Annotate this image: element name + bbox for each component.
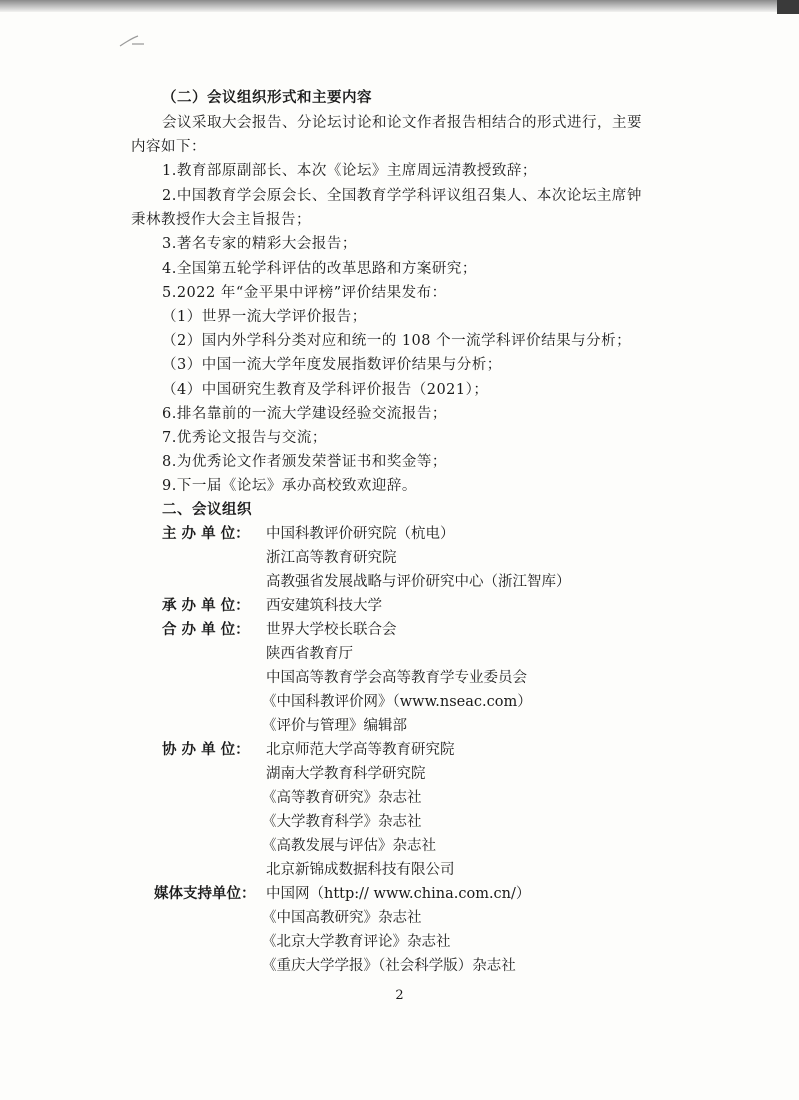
org-value: 《评价与管理》编辑部 <box>262 718 407 734</box>
org-value: 西安建筑科技大学 <box>266 598 382 614</box>
pencil-mark-icon <box>118 32 150 50</box>
list-item: 6.排名靠前的一流大学建设经验交流报告； <box>162 406 447 422</box>
list-item: 5.2022 年“金平果中评榜”评价结果发布： <box>162 285 447 301</box>
list-item: 9.下一届《论坛》承办高校致欢迎辞。 <box>162 478 417 494</box>
intro-text-line1: 会议采取大会报告、分论坛讨论和论文作者报告相结合的形式进行，主要 <box>162 115 642 131</box>
org-value: 《中国高教研究》杂志社 <box>262 910 422 926</box>
org-value: 《高等教育研究》杂志社 <box>262 790 422 806</box>
page-number: 2 <box>395 988 404 1003</box>
list-item: 1.教育部原副部长、本次《论坛》主席周远清教授致辞； <box>162 163 537 179</box>
org-value: 北京新锦成数据科技有限公司 <box>266 862 455 878</box>
list-item: 7.优秀论文报告与交流； <box>162 430 327 446</box>
org-label-organizer: 承 办 单 位： <box>162 598 250 614</box>
list-item: 8.为优秀论文作者颁发荣誉证书和奖金等； <box>162 454 447 470</box>
org-value: 浙江高等教育研究院 <box>266 550 397 566</box>
org-value: 中国高等教育学会高等教育学专业委员会 <box>266 670 527 686</box>
list-item: （3）中国一流大学年度发展指数评价结果与分析； <box>162 357 502 373</box>
org-value: 湖南大学教育科学研究院 <box>266 766 426 782</box>
list-item: 秉林教授作大会主旨报告； <box>131 212 311 228</box>
intro-text-line2: 内容如下： <box>131 139 206 155</box>
org-value: 高教强省发展战略与评价研究中心（浙江智库） <box>266 574 571 590</box>
org-label-media: 媒体支持单位： <box>154 886 256 902</box>
org-value: 中国科教评价研究院（杭电） <box>266 526 455 542</box>
list-item: 3.著名专家的精彩大会报告； <box>162 236 357 252</box>
org-value: 《北京大学教育评论》杂志社 <box>262 934 451 950</box>
org-value: 《高教发展与评估》杂志社 <box>262 838 436 854</box>
org-value: 《中国科教评价网》（www.nseac.com） <box>262 694 532 710</box>
org-label-co-host: 合 办 单 位： <box>162 622 250 638</box>
list-item: 2.中国教育学会原会长、全国教育学学科评议组召集人、本次论坛主席钟 <box>162 188 642 204</box>
org-value: 世界大学校长联合会 <box>266 622 397 638</box>
org-value: 《大学教育科学》杂志社 <box>262 814 422 830</box>
scan-edge-top <box>0 0 799 12</box>
scan-corner-mark <box>777 0 799 14</box>
org-value: 北京师范大学高等教育研究院 <box>266 742 455 758</box>
org-label-host: 主 办 单 位： <box>162 526 250 542</box>
list-item: 4.全国第五轮学科评估的改革思路和方案研究； <box>162 261 477 277</box>
org-value: 陕西省教育厅 <box>266 646 353 662</box>
org-label-supporter: 协 办 单 位： <box>162 742 250 758</box>
org-value: 《重庆大学学报》（社会科学版）杂志社 <box>262 958 516 974</box>
org-value: 中国网（http:// www.china.com.cn/） <box>266 886 531 902</box>
section-heading-organization: 二、会议组织 <box>162 502 252 518</box>
list-item: （1）世界一流大学评价报告； <box>162 309 367 325</box>
section-heading-format: （二）会议组织形式和主要内容 <box>162 90 372 106</box>
list-item: （4）中国研究生教育及学科评价报告（2021）； <box>162 382 489 398</box>
list-item: （2）国内外学科分类对应和统一的 108 个一流学科评价结果与分析； <box>162 333 632 349</box>
